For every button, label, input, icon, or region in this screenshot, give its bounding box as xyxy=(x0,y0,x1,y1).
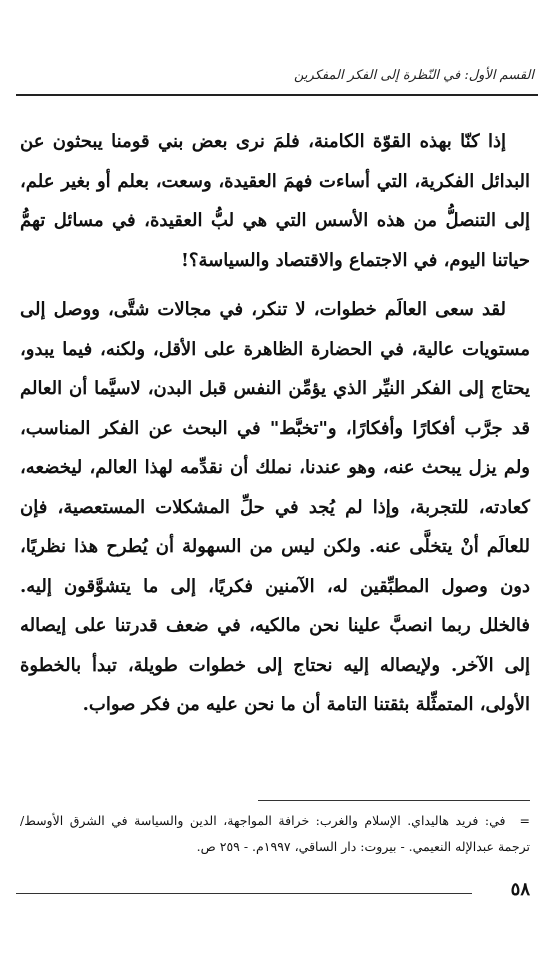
header-rule xyxy=(16,94,538,96)
paragraph-1: إذا كنّا بهذه القوّة الكامنة، فلمَ نرى بعض بني قومنا يبحثون عن البدائل الفكرية، التي أساءت فهمَ العقيدة، وسعت، بعلم أو بغير علم، إلى التنصلُّ من هذه الأسس التي هي لبُّ العقيدة، في مسائل تهمُّ حياتنا اليوم، في الاجتماع والاقتصاد والسياسة؟! xyxy=(20,131,530,271)
page-number: ٥٨ xyxy=(510,879,530,900)
body-text xyxy=(20,122,530,725)
footnote-text: في: فريد هاليداي. الإسلام والغرب: خرافة المواجهة، الدين والسياسة في الشرق الأوسط/ ترجمة عبدالإله النعيمي. - بيروت: دار الساقي، ١٩٩٧م. - ٢٥٩ ص. xyxy=(20,813,530,854)
paragraph-2: لقد سعى العالَم خطوات، لا تنكر، في مجالات شتَّى، ووصل إلى مستويات عالية، في الحضارة الظاهرة على الأقل، ولكنه، فيما يبدو، يحتاج إلى الفكر النيِّر الذي يؤمِّن النفس قبل البدن، لاسيَّما أن العالم قد جرَّب أفكارًا وأفكارًا، و"تخبَّط" في البحث عن الفكر المناسب، ولم يزل يبحث عنه، وهو عندنا، نملك أن نقدِّمه لهذا العالم، ليخضعه، كعادته، للتجربة، وإذا لم يُجد في حلِّ المشكلات المستعصية، فإن للعالَم أنْ يتخلَّى عنه. ولكن ليس من السهولة أن يُطرح هذا نظريًا، دون وصول المطبِّقين له، الآمنين فكريًا، إلى ما يتشوَّقون إليه. فالخلل ربما انصبَّ علينا نحن مالكيه، في ضعف قدرتنا على إيصاله إلى الآخر. ولإيصاله إليه نحتاج إلى خطوات طويلة، تبدأ بالخطوة الأولى، المتمثِّلة بثقتنا التامة أن ما نحن عليه من فكر صواب. xyxy=(20,299,530,715)
footnote xyxy=(20,808,530,860)
footnote-rule xyxy=(258,800,530,801)
running-header: القسم الأول: في النّظرة إلى الفكر المفكرين xyxy=(294,68,534,83)
footnote-marker: = xyxy=(519,813,530,828)
footer-rule xyxy=(16,893,472,894)
